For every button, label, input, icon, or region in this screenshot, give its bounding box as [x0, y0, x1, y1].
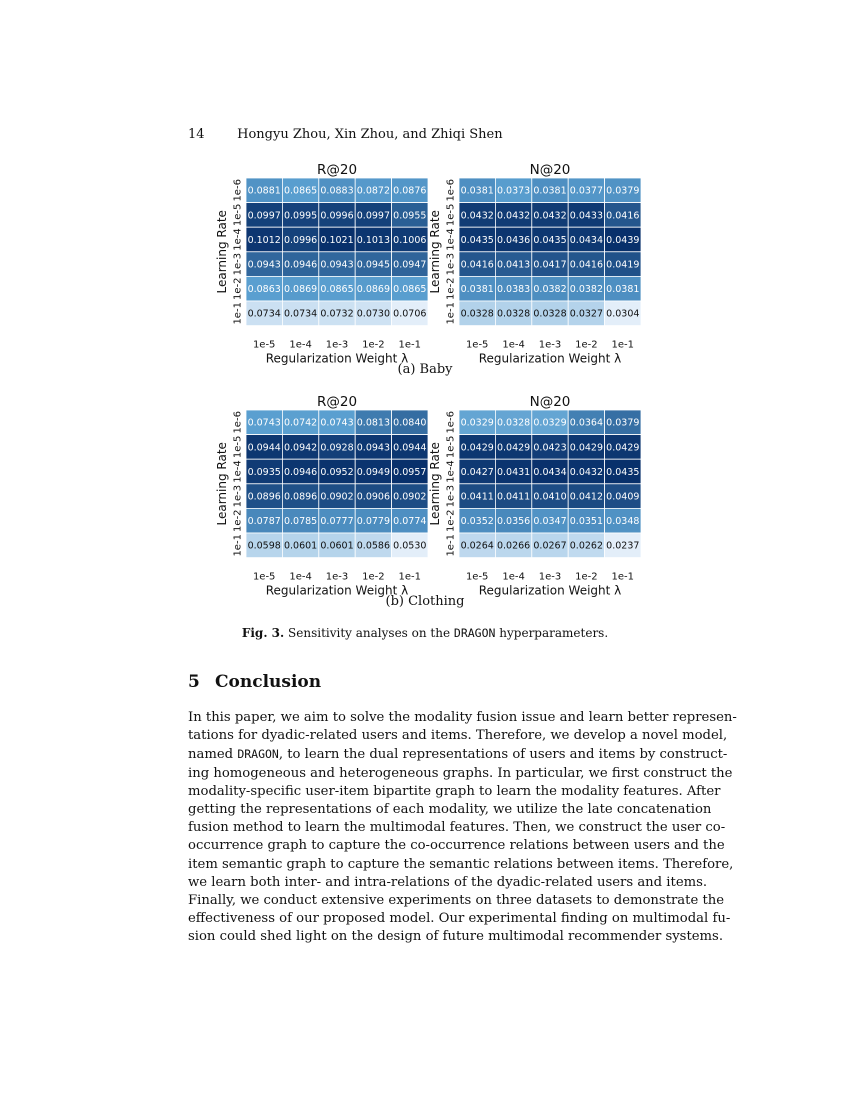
cell-value: 0.0947	[393, 259, 427, 271]
cell-value: 0.0381	[460, 185, 494, 197]
paragraph-line: effectiveness of our proposed model. Our experimental finding on multimodal fu-	[188, 911, 731, 927]
cell-value: 0.0435	[460, 234, 494, 246]
y-tick-label: 1e-2	[232, 509, 244, 532]
cell-value: 0.0946	[283, 466, 318, 478]
y-axis-label: Learning Rate	[428, 442, 442, 526]
x-tick-label: 1e-4	[502, 571, 525, 583]
cell-value: 0.0419	[606, 259, 640, 271]
heatmap-svg	[425, 392, 640, 598]
cell-value: 0.0865	[393, 284, 427, 296]
cell-value: 0.0328	[533, 308, 567, 320]
cell-value: 0.0377	[569, 185, 604, 197]
y-tick-label: 1e-4	[232, 460, 244, 483]
cell-value: 0.0381	[606, 284, 640, 296]
paragraph-line: named DRAGON, to learn the dual representations of users and items by construct-	[188, 747, 728, 763]
cell-value: 0.1012	[247, 234, 281, 246]
cell-value: 0.0787	[247, 516, 281, 528]
y-tick-label: 1e-1	[232, 534, 244, 557]
caption-text-after: hyperparameters.	[499, 626, 609, 640]
y-tick-label: 1e-4	[232, 228, 244, 251]
paragraph-line: sion could shed light on the design of future multimodal recommender systems.	[188, 929, 724, 945]
cell-value: 0.0840	[393, 417, 427, 429]
cell-value: 0.0351	[569, 516, 604, 528]
cell-value: 0.0429	[569, 442, 604, 454]
cell-value: 0.0435	[606, 466, 640, 478]
cell-value: 0.0949	[356, 466, 391, 478]
paragraph-line: occurrence graph to capture the co-occurrence relations between users and the	[188, 838, 725, 854]
cell-value: 0.0411	[460, 491, 494, 503]
y-tick-label: 1e-6	[232, 179, 244, 202]
cell-value: 0.0267	[533, 540, 567, 552]
cell-value: 0.1006	[393, 234, 427, 246]
x-axis-label: Regularization Weight λ	[478, 351, 622, 366]
subcaption-baby: (a) Baby	[397, 362, 453, 377]
x-tick-label: 1e-4	[502, 339, 525, 351]
cell-value: 0.0364	[569, 417, 604, 429]
cell-value: 0.0944	[247, 442, 281, 454]
y-tick-label: 1e-3	[232, 252, 244, 276]
paragraph-line: getting the representations of each modality, we utilize the late concatenation	[188, 802, 712, 818]
cell-value: 0.0329	[460, 417, 494, 429]
cell-value: 0.0881	[247, 185, 281, 197]
y-tick-label: 1e-1	[445, 534, 457, 557]
cell-value: 0.0382	[569, 284, 604, 296]
x-tick-label: 1e-5	[465, 339, 489, 351]
x-tick-label: 1e-1	[398, 571, 422, 583]
cell-value: 0.0434	[533, 466, 567, 478]
section-title: Conclusion	[215, 672, 322, 692]
subcaption-clothing: (b) Clothing	[385, 594, 465, 609]
cell-value: 0.0373	[496, 185, 531, 197]
y-axis-label: Learning Rate	[428, 210, 442, 294]
cell-value: 0.0734	[247, 308, 281, 320]
cell-value: 0.0896	[247, 491, 281, 503]
cell-value: 0.0436	[496, 234, 531, 246]
cell-value: 0.0237	[606, 540, 640, 552]
cell-value: 0.0382	[533, 284, 567, 296]
cell-value: 0.0943	[247, 259, 281, 271]
cell-value: 0.0381	[460, 284, 494, 296]
cell-value: 0.0409	[606, 491, 640, 503]
y-tick-label: 1e-6	[445, 411, 457, 434]
cell-value: 0.0943	[356, 442, 391, 454]
conclusion-paragraph	[188, 709, 737, 947]
x-tick-label: 1e-3	[538, 339, 562, 351]
cell-value: 0.0352	[460, 516, 494, 528]
heatmap-baby-n20	[425, 160, 640, 364]
paragraph-line: tations for dyadic-related users and items. Therefore, we develop a novel model,	[188, 728, 728, 744]
x-tick-label: 1e-1	[611, 571, 635, 583]
cell-value: 0.0928	[320, 442, 354, 454]
cell-value: 0.0996	[320, 210, 354, 222]
y-tick-label: 1e-5	[232, 203, 244, 227]
cell-value: 0.0943	[320, 259, 354, 271]
y-tick-label: 1e-5	[232, 435, 244, 459]
author-list: Hongyu Zhou, Xin Zhou, and Zhiqi Shen	[237, 127, 503, 142]
x-tick-label: 1e-4	[289, 339, 312, 351]
cell-value: 0.0774	[393, 516, 427, 528]
heatmap-svg	[212, 160, 427, 366]
y-tick-label: 1e-5	[445, 435, 457, 459]
cell-value: 0.0416	[606, 210, 640, 222]
cell-value: 0.0730	[356, 308, 391, 320]
cell-value: 0.0432	[569, 466, 604, 478]
cell-value: 0.0586	[356, 540, 391, 552]
cell-value: 0.0598	[247, 540, 281, 552]
cell-value: 0.0530	[393, 540, 427, 552]
heatmap-title: N@20	[529, 162, 571, 178]
heatmap-title: R@20	[316, 162, 358, 178]
cell-value: 0.0942	[283, 442, 318, 454]
cell-value: 0.0779	[356, 516, 391, 528]
x-tick-label: 1e-1	[611, 339, 635, 351]
x-tick-label: 1e-2	[575, 339, 598, 351]
heatmap-title: N@20	[529, 394, 571, 410]
cell-value: 0.0348	[606, 516, 640, 528]
y-tick-label: 1e-3	[445, 252, 457, 276]
cell-value: 0.0601	[283, 540, 318, 552]
cell-value: 0.0896	[283, 491, 318, 503]
cell-value: 0.0706	[393, 308, 427, 320]
cell-value: 0.0946	[283, 259, 318, 271]
cell-value: 0.0952	[320, 466, 354, 478]
x-tick-label: 1e-3	[325, 339, 349, 351]
x-tick-label: 1e-2	[362, 339, 385, 351]
paragraph-line: we learn both inter- and intra-relations of the dyadic-related users and items.	[188, 874, 708, 890]
cell-value: 0.0431	[496, 466, 531, 478]
y-tick-label: 1e-1	[232, 302, 244, 325]
cell-value: 0.0434	[569, 234, 604, 246]
cell-value: 0.0410	[533, 491, 567, 503]
y-tick-label: 1e-2	[232, 277, 244, 300]
y-axis-label: Learning Rate	[215, 210, 229, 294]
cell-value: 0.0356	[496, 516, 531, 528]
heatmap-svg	[212, 392, 427, 598]
y-tick-label: 1e-4	[445, 460, 457, 483]
page-number: 14	[188, 127, 205, 142]
figure-caption	[0, 626, 850, 640]
cell-value: 0.0411	[496, 491, 531, 503]
cell-value: 0.0997	[356, 210, 391, 222]
x-axis-label: Regularization Weight λ	[478, 583, 622, 598]
cell-value: 0.0383	[496, 284, 531, 296]
cell-value: 0.0429	[460, 442, 494, 454]
paragraph-line: Finally, we conduct extensive experiments on three datasets to demonstrate the	[188, 893, 725, 909]
cell-value: 0.0902	[320, 491, 354, 503]
caption-text-before: Sensitivity analyses on the	[288, 626, 451, 640]
cell-value: 0.0432	[496, 210, 531, 222]
cell-value: 0.0435	[533, 234, 567, 246]
x-tick-label: 1e-4	[289, 571, 312, 583]
cell-value: 0.0869	[356, 284, 391, 296]
cell-value: 0.0379	[606, 185, 640, 197]
cell-value: 0.0429	[606, 442, 640, 454]
cell-value: 0.0743	[247, 417, 281, 429]
y-tick-label: 1e-2	[445, 509, 457, 532]
cell-value: 0.0328	[496, 417, 531, 429]
paragraph-line: modality-specific user-item bipartite graph to learn the modality features. After	[188, 783, 721, 799]
y-tick-label: 1e-1	[445, 302, 457, 325]
cell-value: 0.1021	[320, 234, 354, 246]
x-tick-label: 1e-5	[252, 339, 276, 351]
cell-value: 0.0328	[496, 308, 531, 320]
cell-value: 0.0777	[320, 516, 354, 528]
cell-value: 0.0995	[283, 210, 318, 222]
x-tick-label: 1e-3	[325, 571, 349, 583]
cell-value: 0.0328	[460, 308, 494, 320]
cell-value: 0.0813	[356, 417, 391, 429]
cell-value: 0.0865	[320, 284, 354, 296]
figure-label: Fig. 3.	[241, 626, 285, 640]
heatmap-baby-r20	[212, 160, 427, 364]
cell-value: 0.0732	[320, 308, 354, 320]
paragraph-line: item semantic graph to capture the semantic relations between items. Therefore,	[188, 856, 734, 872]
cell-value: 0.0734	[283, 308, 318, 320]
cell-value: 0.0869	[283, 284, 318, 296]
cell-value: 0.0955	[393, 210, 427, 222]
running-head	[188, 127, 503, 142]
cell-value: 0.0381	[533, 185, 567, 197]
section-heading	[188, 672, 321, 692]
cell-value: 0.0347	[533, 516, 567, 528]
x-axis-label: Regularization Weight λ	[265, 351, 409, 366]
cell-value: 0.0427	[460, 466, 494, 478]
cell-value: 0.0429	[496, 442, 531, 454]
cell-value: 0.0945	[356, 259, 391, 271]
paragraph-line: ing homogeneous and heterogeneous graphs. In particular, we first construct the	[188, 765, 733, 781]
cell-value: 0.0327	[569, 308, 604, 320]
x-tick-label: 1e-2	[575, 571, 598, 583]
cell-value: 0.0266	[496, 540, 531, 552]
cell-value: 0.0957	[393, 466, 427, 478]
cell-value: 0.0601	[320, 540, 354, 552]
cell-value: 0.0379	[606, 417, 640, 429]
cell-value: 0.0996	[283, 234, 318, 246]
heatmap-clothing-r20	[212, 392, 427, 596]
cell-value: 0.0876	[393, 185, 427, 197]
cell-value: 0.0416	[460, 259, 494, 271]
cell-value: 0.0417	[533, 259, 567, 271]
cell-value: 0.0413	[496, 259, 531, 271]
x-tick-label: 1e-3	[538, 571, 562, 583]
y-tick-label: 1e-2	[445, 277, 457, 300]
caption-model-name: DRAGON	[453, 626, 496, 640]
y-tick-label: 1e-6	[445, 179, 457, 202]
y-tick-label: 1e-3	[445, 484, 457, 508]
cell-value: 0.0412	[569, 491, 604, 503]
heatmap-clothing-n20	[425, 392, 640, 596]
cell-value: 0.0433	[569, 210, 604, 222]
y-tick-label: 1e-3	[232, 484, 244, 508]
cell-value: 0.0432	[460, 210, 494, 222]
heatmap-title: R@20	[316, 394, 358, 410]
cell-value: 0.0872	[356, 185, 391, 197]
x-tick-label: 1e-1	[398, 339, 422, 351]
y-tick-label: 1e-6	[232, 411, 244, 434]
cell-value: 0.0262	[569, 540, 604, 552]
cell-value: 0.0902	[393, 491, 427, 503]
section-number: 5	[188, 672, 200, 692]
cell-value: 0.0883	[320, 185, 354, 197]
cell-value: 0.0906	[356, 491, 391, 503]
cell-value: 0.0329	[533, 417, 567, 429]
cell-value: 0.0264	[460, 540, 494, 552]
cell-value: 0.0865	[283, 185, 318, 197]
cell-value: 0.0863	[247, 284, 281, 296]
x-tick-label: 1e-5	[465, 571, 489, 583]
cell-value: 0.0742	[283, 417, 318, 429]
y-axis-label: Learning Rate	[215, 442, 229, 526]
cell-value: 0.1013	[356, 234, 391, 246]
x-tick-label: 1e-5	[252, 571, 276, 583]
cell-value: 0.0785	[283, 516, 318, 528]
cell-value: 0.0935	[247, 466, 281, 478]
paragraph-line: fusion method to learn the multimodal features. Then, we construct the user co-	[188, 820, 726, 836]
cell-value: 0.0416	[569, 259, 604, 271]
cell-value: 0.0304	[606, 308, 640, 320]
cell-value: 0.0439	[606, 234, 640, 246]
cell-value: 0.0432	[533, 210, 567, 222]
cell-value: 0.0423	[533, 442, 567, 454]
x-axis-label: Regularization Weight λ	[265, 583, 409, 598]
y-tick-label: 1e-4	[445, 228, 457, 251]
x-tick-label: 1e-2	[362, 571, 385, 583]
cell-value: 0.0944	[393, 442, 427, 454]
heatmap-svg	[425, 160, 640, 366]
cell-value: 0.0997	[247, 210, 281, 222]
cell-value: 0.0743	[320, 417, 354, 429]
paragraph-line: In this paper, we aim to solve the modality fusion issue and learn better represen-	[188, 710, 737, 725]
y-tick-label: 1e-5	[445, 203, 457, 227]
